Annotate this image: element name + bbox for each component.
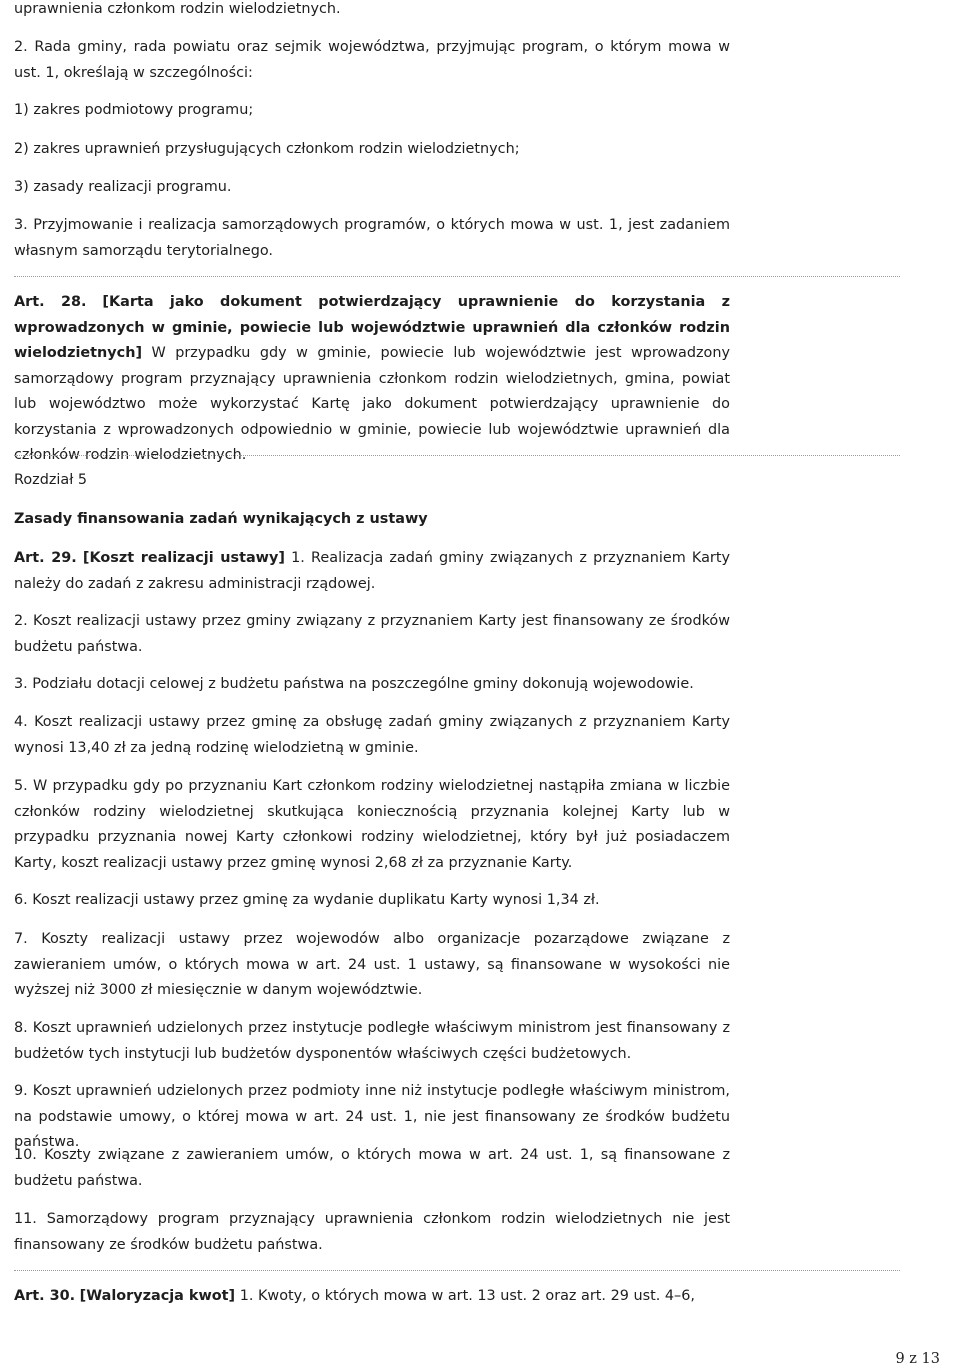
paragraph-2: 2. Rada gminy, rada powiatu oraz sejmik województwa, przyjmując program, o którym mowa w ust. 1, określają w szczególności: [14,39,730,81]
chapter-title: Zasady finansowania zadań wynikających z ustawy [14,511,428,527]
article-title: [Karta jako dokument potwierdzający uprawnienie do korzystania z wprowadzonych w gminie, powiecie lub województwie uprawnień dla członków rodzin wielodzietnych] [14,294,730,361]
text-line: uprawnienia członkom rodzin wielodzietnych. [14,1,341,17]
article-number: Art. 30. [14,1288,76,1304]
article-29-p9: 9. Koszt uprawnień udzielonych przez podmioty inne niż instytucje podległe właściwym ministrom, na podstawie umowy, o której mowa w art. 24 ust. 1, nie jest finansowany ze środków budżetu państwa. [14,1083,730,1150]
article-title: [Waloryzacja kwot] [79,1288,236,1304]
list-item-2: 2) zakres uprawnień przysługujących członkom rodzin wielodzietnych; [14,141,520,157]
article-29-p5: 5. W przypadku gdy po przyznaniu Kart członkom rodziny wielodzietnej nastąpiła zmiana w liczbie członków rodziny wielodzietnej skutkująca koniecznością przyznania kolejnej Karty lub w przypadku przyznania nowej Karty członkowi rodziny wielodzietnej, który był już posiadaczem Karty, koszt realizacji ustawy przez gminę wynosi 2,68 zł za przyznanie Karty. [14,778,730,871]
article-29-p1 [14,546,730,597]
article-number: Art. 29. [14,550,77,566]
list-item-1: 1) zakres podmiotowy programu; [14,102,254,118]
article-30 [14,1284,730,1310]
article-body: 1. Realizacja zadań gminy związanych z przyznaniem Karty należy do zadań z zakresu administracji rządowej. [14,550,730,592]
paragraph-3: 3. Przyjmowanie i realizacja samorządowych programów, o których mowa w ust. 1, jest zadaniem własnym samorządu terytorialnego. [14,217,730,259]
article-28 [14,290,730,469]
article-29-p6: 6. Koszt realizacji ustawy przez gminę za wydanie duplikatu Karty wynosi 1,34 zł. [14,892,600,908]
section-divider [14,1270,900,1271]
article-29-p4: 4. Koszt realizacji ustawy przez gminę za obsługę zadań gminy związanych z przyznaniem Karty wynosi 13,40 zł za jedną rodzinę wielodzietną w gminie. [14,714,730,756]
article-29-p3: 3. Podziału dotacji celowej z budżetu państwa na poszczególne gminy dokonują wojewodowie. [14,676,694,692]
section-divider [14,455,900,456]
chapter-label: Rozdział 5 [14,472,88,488]
article-29-p7: 7. Koszty realizacji ustawy przez wojewodów albo organizacje pozarządowe związane z zawieraniem umów, o których mowa w art. 24 ust. 1 ustawy, są finansowane w wysokości nie wyższej niż 3000 zł miesięcznie w danym województwie. [14,931,730,998]
article-title: [Koszt realizacji ustawy] [82,550,285,566]
article-29-p8: 8. Koszt uprawnień udzielonych przez instytucje podległe właściwym ministrom jest finansowany z budżetów tych instytucji lub budżetów dysponentów właściwych części budżetowych. [14,1020,730,1062]
article-29-p11: 11. Samorządowy program przyznający uprawnienia członkom rodzin wielodzietnych nie jest finansowany ze środków budżetu państwa. [14,1211,730,1253]
section-divider [14,276,900,277]
article-number: Art. 28. [14,294,87,310]
article-body: 1. Kwoty, o których mowa w art. 13 ust. 2 oraz art. 29 ust. 4–6, [239,1288,695,1304]
article-29-p10: 10. Koszty związane z zawieraniem umów, o których mowa w art. 24 ust. 1, są finansowane z budżetu państwa. [14,1147,730,1189]
article-body: W przypadku gdy w gminie, powiecie lub województwie jest wprowadzony samorządowy program przyznający uprawnienia członkom rodzin wielodzietnych, gmina, powiat lub województwo może wykorzystać Kartę jako dokument potwierdzający uprawnienie do korzystania z wprowadzonych odpowiednio w gminie, powiecie lub województwie uprawnień dla członków rodzin wielodzietnych. [14,345,730,463]
article-29-p2: 2. Koszt realizacji ustawy przez gminy związany z przyznaniem Karty jest finansowany ze środków budżetu państwa. [14,613,730,655]
list-item-3: 3) zasady realizacji programu. [14,179,232,195]
page-number: 9 z 13 [895,1351,940,1367]
